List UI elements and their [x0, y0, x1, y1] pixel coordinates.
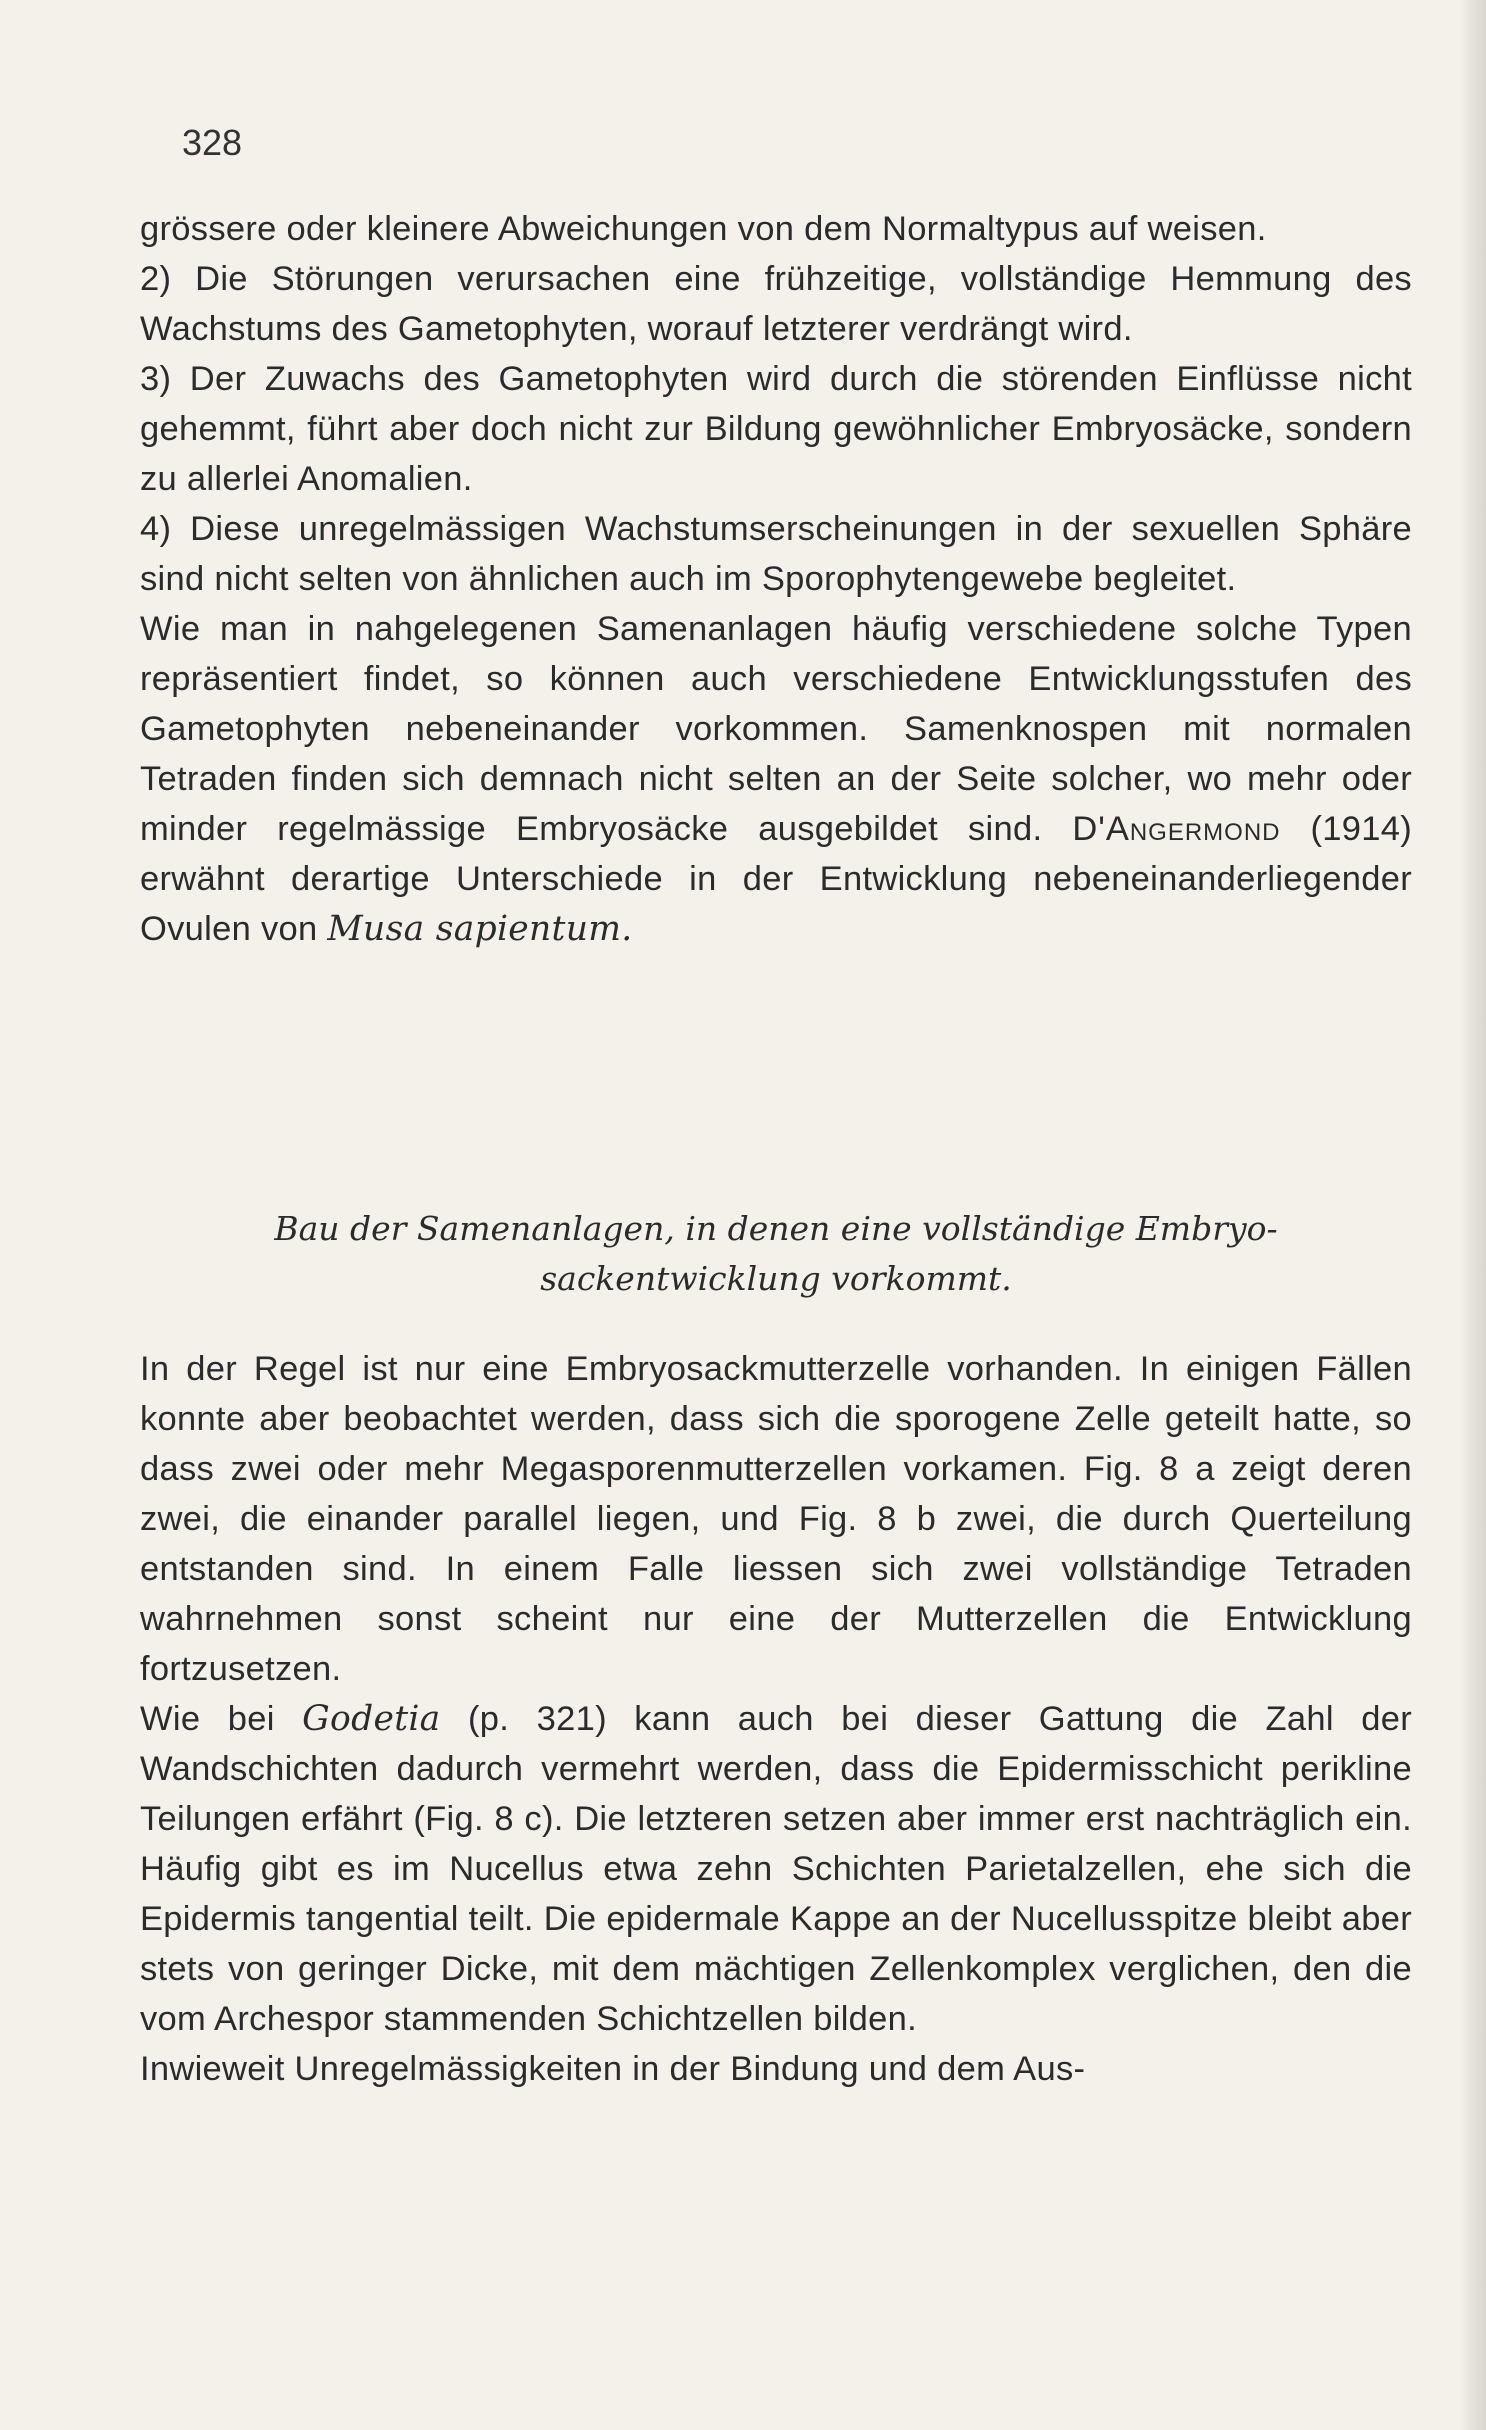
author-citation: D'Angermond — [1072, 810, 1281, 848]
paragraph-text: Wie bei — [140, 1700, 275, 1738]
section-heading-line-2: sackentwicklung vorkommt. — [540, 1259, 1012, 1298]
section-heading — [140, 1204, 1412, 1304]
paragraph — [140, 1694, 1412, 2044]
paragraph-item-4: 4) Diese unregelmässigen Wachstumserscheinungen in der sexuellen Sphäre sind nicht selten von ähnlichen auch im Sporophytengewebe begleitet. — [140, 510, 1412, 598]
page-edge-shadow — [1460, 0, 1486, 2430]
paragraph-item-2: 2) Die Störungen verursachen eine frühzeitige, vollständige Hemmung des Wachstums des Gametophyten, worauf letzterer verdrängt wird. — [140, 260, 1412, 348]
genus-name: Godetia — [302, 1699, 441, 1739]
paragraph: In der Regel ist nur eine Embryosackmutterzelle vorhanden. In einigen Fällen konnte aber beobachtet werden, dass sich die sporogene Zelle geteilt hatte, so dass zwei oder mehr Megasporenmutterzellen vorkamen. Fig. 8 a zeigt deren zwei, die einander parallel liegen, und Fig. 8 b zwei, die durch Querteilung entstanden sind. In einem Falle liessen sich zwei vollständige Tetraden wahrnehmen sonst scheint nur eine der Mutterzellen die Entwicklung fortzusetzen. — [140, 1350, 1412, 1688]
text-block-lower — [140, 1344, 1412, 2094]
species-name: Musa sapientum. — [327, 909, 633, 949]
paragraph-text: Wie man in nahgelegenen Samenanlagen häufig verschiedene solche Typen repräsentiert findet, so können auch verschiedene Entwicklungsstufen des Gametophyten nebeneinander vorkommen. Samenknospen mit normalen Tetraden finden sich demnach nicht selten an der Seite solcher, wo mehr oder minder regelmässige Embryosäcke ausgebildet sind. — [140, 610, 1412, 848]
paragraph-text: (p. 321) kann auch bei dieser Gattung die Zahl der Wandschichten dadurch vermehrt werden, dass die Epidermisschicht perikline Teilungen erfährt (Fig. 8 c). Die letzteren setzen aber immer erst nachträglich ein. Häufig gibt es im Nucellus etwa zehn Schichten Parietalzellen, ehe sich die Epidermis tangential teilt. Die epidermale Kappe an der Nucellusspitze bleibt aber stets von geringer Dicke, mit dem mächtigen Zellenkomplex verglichen, den die vom Archespor stammenden Schichtzellen bilden. — [140, 1700, 1413, 2038]
paragraph: Inwieweit Unregelmässigkeiten in der Bindung und dem Aus- — [140, 2050, 1086, 2088]
page-number: 328 — [182, 122, 243, 163]
section-heading-line-1: Bau der Samenanlagen, in denen eine vollständige Embryo- — [274, 1209, 1278, 1248]
paragraph-item-3: 3) Der Zuwachs des Gametophyten wird durch die störenden Einflüsse nicht gehemmt, führt aber doch nicht zur Bildung gewöhnlicher Embryosäcke, sondern zu allerlei Anomalien. — [140, 360, 1412, 498]
paragraph-text: (1914) erwähnt derartige Unterschiede in der Entwicklung nebeneinanderliegender Ovulen von — [140, 810, 1412, 948]
paragraph: grössere oder kleinere Abweichungen von dem Normaltypus auf weisen. — [140, 210, 1267, 248]
text-block-upper — [140, 204, 1412, 954]
paragraph — [140, 604, 1412, 954]
